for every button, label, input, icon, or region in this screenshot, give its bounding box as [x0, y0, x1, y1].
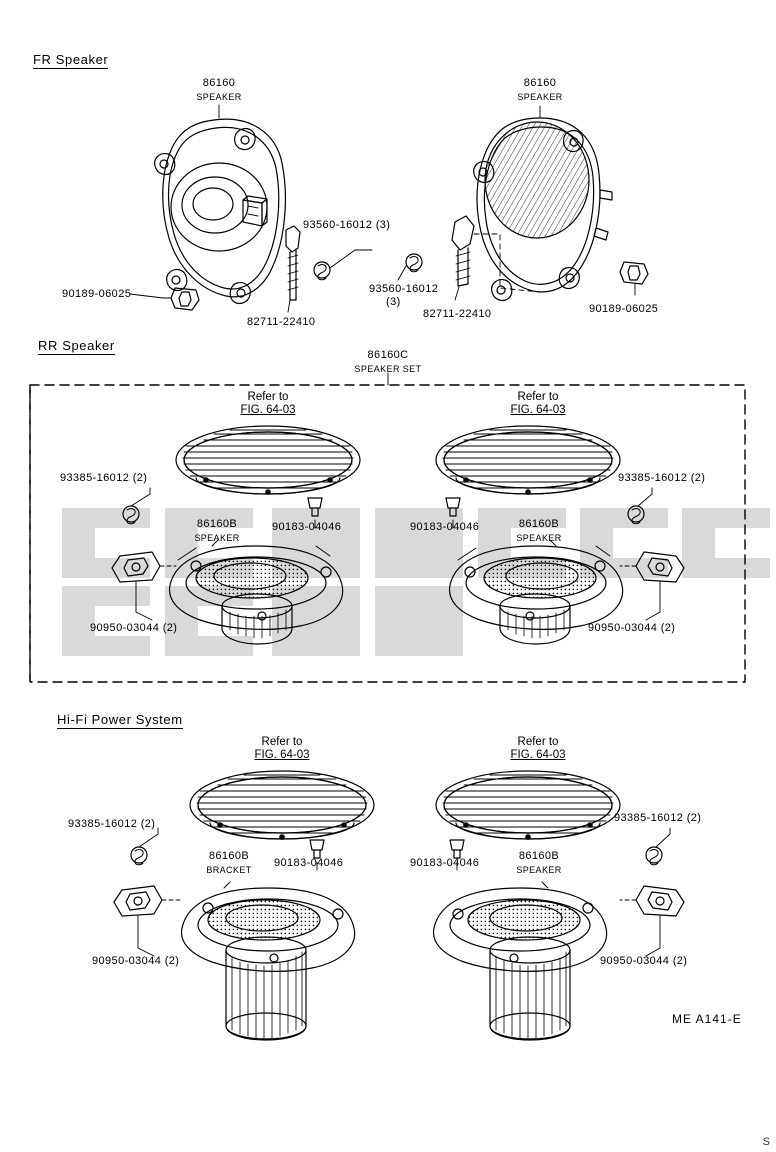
part-number-rr-left-speaker: 86160B [196, 518, 238, 530]
callout-hifi-left-nut: 90183-04046 [274, 857, 344, 869]
refer-note-hifi-right-line2: FIG. 64-03 [510, 749, 566, 761]
callout-hifi-left-grommet: 90950-03044 (2) [92, 955, 180, 967]
corner-mark: S [762, 1136, 770, 1148]
part-number-rr-speaker-set: 86160C [367, 349, 409, 361]
callout-fr-right-screw-qty: (3) [386, 296, 401, 308]
section-title-hifi-power-system: Hi-Fi Power System [57, 712, 183, 727]
refer-note-rr-left [178, 391, 358, 417]
refer-note-hifi-right-line1: Refer to [517, 736, 559, 748]
callout-hifi-right-screw: 93385-16012 (2) [614, 812, 702, 824]
callout-rr-right-screw: 93385-16012 (2) [618, 472, 706, 484]
callout-rr-left-nut: 90183-04046 [272, 521, 342, 533]
callout-hifi-right-nut: 90183-04046 [410, 857, 480, 869]
refer-note-hifi-right [448, 736, 628, 762]
refer-note-hifi-left [192, 736, 372, 762]
callout-fr-left-bracket: 82711-22410 [247, 316, 316, 328]
part-number-hifi-right-speaker: 86160B [518, 850, 560, 862]
refer-note-hifi-left-line1: Refer to [261, 736, 303, 748]
callout-fr-right-bracket: 82711-22410 [423, 308, 492, 320]
callout-rr-right-nut: 90183-04046 [410, 521, 480, 533]
section-title-rr-speaker: RR Speaker [38, 338, 115, 353]
refer-note-hifi-left-line2: FIG. 64-03 [254, 749, 310, 761]
part-desc-hifi-left-bracket: BRACKET [206, 865, 252, 875]
callout-rr-right-grommet: 90950-03044 (2) [588, 622, 676, 634]
part-number-fr-right-speaker: 86160 [523, 77, 557, 89]
callout-rr-left-grommet: 90950-03044 (2) [90, 622, 178, 634]
callout-fr-left-clip: 90189-06025 [62, 288, 132, 300]
part-desc-hifi-right-speaker: SPEAKER [516, 865, 562, 875]
part-desc-fr-right-speaker: SPEAKER [517, 92, 563, 102]
callout-rr-left-screw: 93385-16012 (2) [60, 472, 148, 484]
callout-fr-left-screw: 93560-16012 (3) [303, 219, 391, 231]
part-number-hifi-left-bracket: 86160B [208, 850, 250, 862]
part-number-rr-right-speaker: 86160B [518, 518, 560, 530]
refer-note-rr-right-line1: Refer to [517, 391, 559, 403]
callout-fr-right-clip: 90189-06025 [589, 303, 659, 315]
refer-note-rr-left-line2: FIG. 64-03 [240, 404, 296, 416]
part-desc-rr-left-speaker: SPEAKER [194, 533, 240, 543]
refer-note-rr-left-line1: Refer to [247, 391, 289, 403]
part-desc-fr-left-speaker: SPEAKER [196, 92, 242, 102]
callout-hifi-right-grommet: 90950-03044 (2) [600, 955, 688, 967]
part-desc-rr-right-speaker: SPEAKER [516, 533, 562, 543]
part-number-fr-left-speaker: 86160 [202, 77, 236, 89]
callout-fr-right-screw: 93560-16012 [369, 283, 439, 295]
refer-note-rr-right-line2: FIG. 64-03 [510, 404, 566, 416]
section-title-fr-speaker: FR Speaker [33, 52, 109, 67]
part-desc-rr-speaker-set: SPEAKER SET [354, 364, 422, 374]
figure-code: ME A141-E [672, 1012, 742, 1026]
refer-note-rr-right [448, 391, 628, 417]
callout-hifi-left-screw: 93385-16012 (2) [68, 818, 156, 830]
